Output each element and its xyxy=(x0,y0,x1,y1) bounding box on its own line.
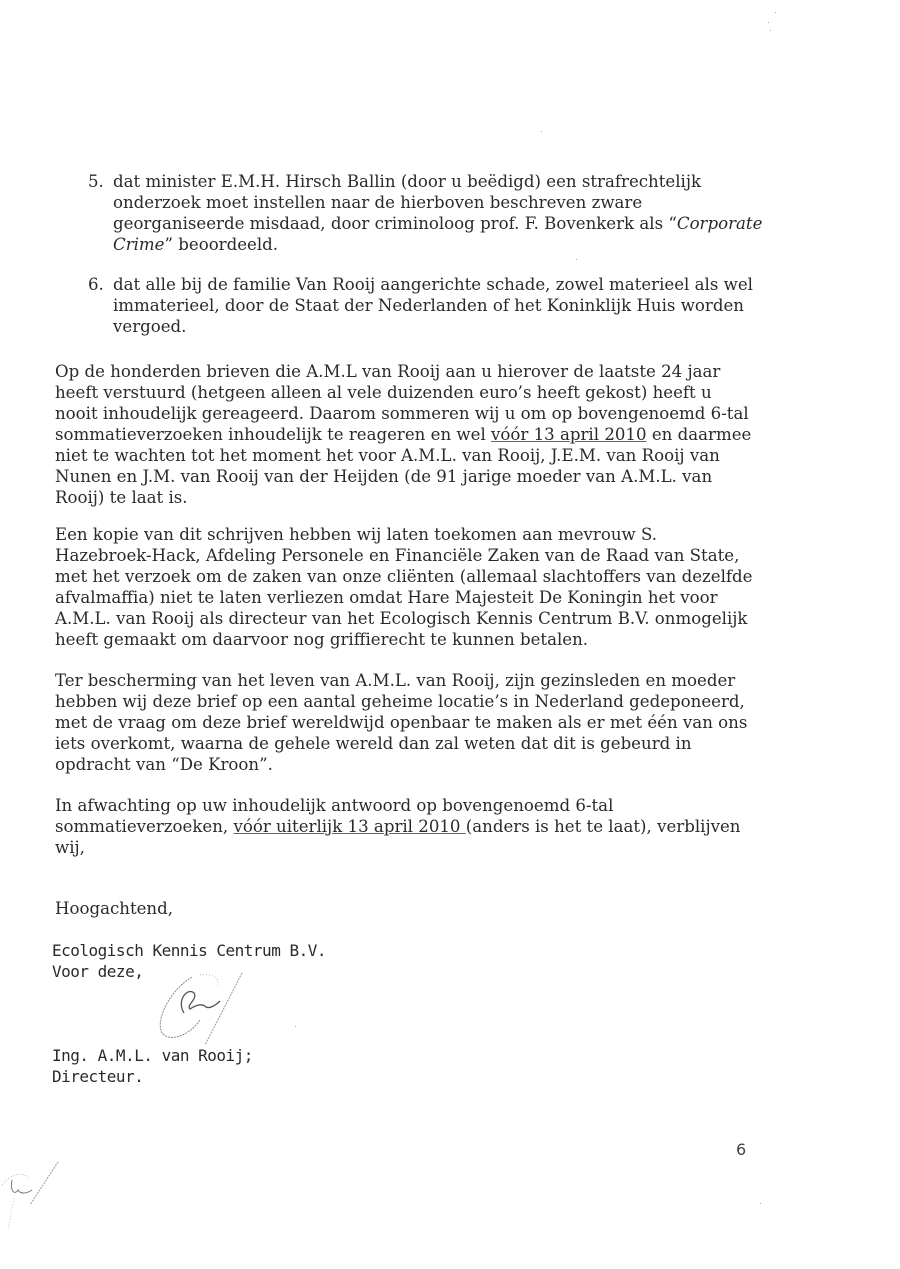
list-number: 5. xyxy=(88,172,104,191)
list-item-6 xyxy=(88,274,768,337)
paragraph-copy: Een kopie van dit schrijven hebben wij laten toekomen aan mevrouw S. Hazebroek-Hack, Afdeling Personele en Financiële Zaken van de Raad van State, met het verzoek om de zaken van onze cliënten (allemaal slachtoffers van dezelfde afvalmaffia) niet te laten verliezen omdat Hare Majesteit De Koningin het voor A.M.L. van Rooij als directeur van het Ecologisch Kennis Centrum B.V. onmogelijk heeft gemaakt om daarvoor nog griffierecht te kunnen betalen. xyxy=(55,525,753,649)
scan-speck xyxy=(770,30,771,31)
initials-icon xyxy=(0,1160,70,1235)
scan-speck xyxy=(295,1026,296,1027)
text-span: dat minister E.M.H. Hirsch Ballin (door u beëdigd) een strafrechtelijk onderzoek moet instellen naar de hierboven beschreven zware georganiseerde misdaad, door criminoloog prof. F. Bovenkerk als “ xyxy=(113,172,702,233)
salutation: Hoogachtend, xyxy=(55,899,174,918)
list-text: dat alle bij de familie Van Rooij aangerichte schade, zowel materieel als wel immaterieel, door de Staat der Nederlanden of het Koninklijk Huis worden vergoed. xyxy=(113,275,753,336)
list-number: 6. xyxy=(88,275,104,294)
text-span: en daarmee niet te wachten tot het moment het voor A.M.L. van Rooij, J.E.M. van Rooij van Nunen en J.M. van Rooij van der Heijden (de 91 jarige moeder van A.M.L. van Rooij) te laat is. xyxy=(55,425,752,507)
scan-speck xyxy=(775,12,776,13)
scan-speck xyxy=(760,1203,761,1204)
paragraph-letters xyxy=(55,361,755,508)
list-item-5 xyxy=(88,171,768,255)
scan-speck xyxy=(541,131,542,132)
signer-name: Ing. A.M.L. van Rooij; xyxy=(52,1046,253,1065)
list-text xyxy=(113,171,768,255)
deadline-underlined: vóór uiterlijk 13 april 2010 xyxy=(233,817,466,836)
text-span: ” beoordeeld. xyxy=(164,235,279,254)
company-name: Ecologisch Kennis Centrum B.V. xyxy=(52,941,326,960)
text-span: Op de honderden brieven die A.M.L van Rooij aan u hierover de laatste 24 jaar heeft verstuurd (hetgeen alleen al vele duizenden euro’s heeft gekost) heeft u nooit inhoudelijk gereageerd. Daarom sommeren wij u om op bovengenoemd 6-tal sommatieverzoeken inhoudelijk te reageren en wel xyxy=(55,362,749,444)
signer-title: Directeur. xyxy=(52,1067,144,1086)
signature-icon xyxy=(150,965,260,1050)
deadline-underlined: vóór 13 april 2010 xyxy=(491,425,647,444)
demands-list xyxy=(88,171,768,356)
on-behalf: Voor deze, xyxy=(52,962,144,981)
page-number: 6 xyxy=(736,1140,747,1159)
scan-speck xyxy=(768,22,769,23)
scan-speck xyxy=(576,259,577,260)
paragraph-awaiting xyxy=(55,795,755,858)
text-span: In afwachting op uw inhoudelijk antwoord op bovengenoemd 6-tal sommatieverzoeken, xyxy=(55,796,614,836)
italic-term: Corporate Crime xyxy=(113,214,763,254)
paragraph-protection: Ter bescherming van het leven van A.M.L. van Rooij, zijn gezinsleden en moeder hebben wij deze brief op een aantal geheime locatie’s in Nederland gedeponeerd, met de vraag om deze brief wereldwijd openbaar te maken als er met één van ons iets overkomt, waarna de gehele wereld dan zal weten dat dit is gebeurd in opdracht van “De Kroon”. xyxy=(55,671,748,774)
text-span: (anders is het te laat), verblijven wij, xyxy=(55,817,741,857)
